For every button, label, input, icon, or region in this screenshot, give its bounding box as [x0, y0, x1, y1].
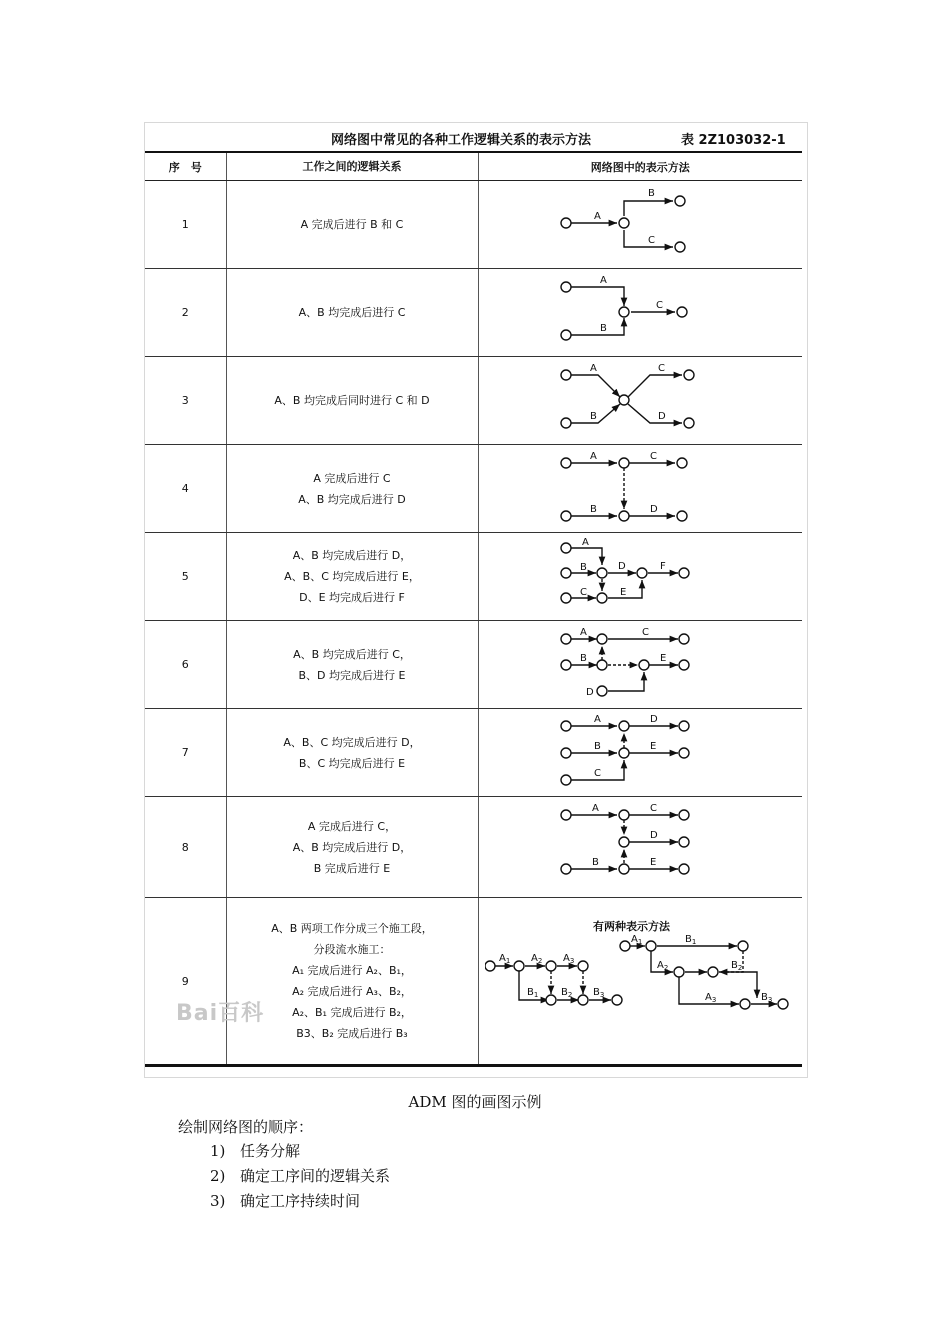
table-row [145, 797, 802, 898]
label-A3-alt: $A_3$ [705, 992, 717, 1004]
relation-line: 分段流水施工： [313, 943, 391, 956]
row-number: 1 [145, 181, 226, 269]
table-title: 网络图中常见的各种工作逻辑关系的表示方法 [331, 133, 592, 148]
label-B2-alt: $B_2$ [731, 960, 743, 972]
row-diagram [478, 709, 802, 797]
network-diagram-6 [560, 625, 720, 705]
label-B: B [648, 187, 656, 199]
list-item [210, 1165, 390, 1190]
row-number: 7 [145, 709, 226, 797]
label-A: A [600, 274, 608, 286]
row-diagram [478, 357, 802, 445]
row-number: 2 [145, 269, 226, 357]
label-B: B [592, 857, 600, 868]
table-row [145, 898, 802, 1066]
step-text: 确定工序持续时间 [240, 1192, 361, 1210]
label-A1: $A_1$ [499, 953, 511, 965]
label-A2: $A_2$ [531, 953, 543, 965]
row-number: 8 [145, 797, 226, 898]
label-E: E [650, 857, 657, 868]
relation-line: A₂ 完成后进行 A₃、B₂， [292, 985, 412, 998]
relation-line: A 完成后进行 C， [307, 819, 397, 833]
label-A: A [580, 626, 588, 638]
label-B1: $B_1$ [527, 987, 539, 999]
label-B: B [580, 652, 588, 664]
label-E: E [660, 652, 667, 664]
row-relation [226, 357, 478, 445]
relation-line: A、B 两项工作分成三个施工段， [271, 922, 433, 935]
label-C: C [580, 586, 588, 598]
row-relation [226, 181, 478, 269]
relation-line: D、E 均完成后进行 F [299, 591, 405, 604]
label-C: C [658, 362, 666, 374]
row-number: 9 [145, 898, 226, 1066]
label-C: C [642, 626, 650, 638]
label-E: E [620, 586, 627, 598]
label-C: C [594, 767, 602, 779]
label-A: A [582, 536, 590, 548]
row-diagram [478, 797, 802, 898]
table-header-row [145, 152, 802, 181]
step-number: 3) [210, 1192, 226, 1210]
network-diagram-7 [560, 713, 720, 793]
label-C: C [650, 803, 658, 814]
label-A: A [590, 450, 598, 462]
relation-line: B、C 均完成后进行 E [298, 756, 406, 770]
label-B: B [594, 740, 602, 752]
label-A3: $A_3$ [563, 953, 575, 965]
relation-line: A、B、C 均完成后进行 D， [283, 735, 421, 749]
table-row [145, 709, 802, 797]
relation-line: A、B 均完成后进行 D [298, 492, 406, 506]
network-diagram-3 [560, 361, 720, 441]
row-diagram [478, 533, 802, 621]
row-number: 5 [145, 533, 226, 621]
label-B1-alt: $B_1$ [685, 934, 697, 946]
network-diagram-table-image [144, 122, 808, 1078]
label-A: A [594, 713, 602, 725]
label-D: D [618, 560, 626, 572]
table-code: 表 2Z103032-1 [681, 133, 786, 148]
relation-line: A、B 均完成后进行 C [298, 306, 406, 319]
table-row [145, 269, 802, 357]
label-D: D [650, 830, 658, 841]
row-relation [226, 709, 478, 797]
label-F: F [660, 560, 667, 572]
relation-line: A₁ 完成后进行 A₂、B₁， [292, 964, 412, 977]
label-B: B [580, 561, 588, 573]
label-B3-alt: $B_3$ [761, 992, 773, 1004]
label-B: B [600, 322, 608, 334]
label-B2: $B_2$ [561, 987, 573, 999]
network-diagram-8 [560, 801, 720, 893]
network-diagram-4 [560, 449, 720, 529]
label-D: D [650, 503, 658, 515]
relation-line: A 完成后进行 C [313, 471, 391, 485]
step-text: 确定工序间的逻辑关系 [240, 1167, 391, 1185]
header-diagram: 网络图中的表示方法 [478, 152, 802, 181]
row-relation [226, 533, 478, 621]
baike-watermark: Bai百科 [176, 1001, 265, 1026]
label-B: B [590, 503, 598, 515]
logic-relation-table [145, 151, 802, 1067]
table-row [145, 533, 802, 621]
row-diagram [478, 898, 802, 1066]
row-diagram [478, 621, 802, 709]
network-diagram-5 [560, 537, 720, 617]
label-B: B [590, 410, 598, 422]
label-D: D [586, 686, 594, 698]
header-no: 序 号 [145, 152, 226, 181]
relation-line: A 完成后进行 B 和 C [300, 218, 404, 231]
figure-caption: ADM 图的画图示例 [408, 1093, 542, 1111]
network-diagram-9 [485, 916, 795, 1046]
step-text: 任务分解 [240, 1142, 301, 1160]
relation-line: A、B 均完成后进行 D， [292, 549, 412, 562]
label-E: E [650, 740, 657, 752]
relation-line: B、D 均完成后进行 E [298, 668, 406, 682]
relation-line: A、B、C 均完成后进行 E， [284, 570, 420, 583]
label-D: D [658, 410, 666, 422]
row-relation [226, 621, 478, 709]
steps-title: 绘制网络图的顺序： [178, 1118, 314, 1136]
label-D: D [650, 713, 658, 725]
label-A: A [592, 803, 600, 814]
table-row [145, 181, 802, 269]
row-relation [226, 898, 478, 1066]
table-row [145, 445, 802, 533]
table-row [145, 621, 802, 709]
label-C: C [650, 450, 658, 462]
label-C: C [648, 234, 656, 246]
row-relation [226, 797, 478, 898]
label-A: A [590, 362, 598, 374]
row-diagram [478, 269, 802, 357]
label-A2-alt: $A_2$ [657, 960, 669, 972]
step-number: 1) [210, 1142, 226, 1160]
row-diagram [478, 181, 802, 269]
relation-line: A、B 均完成后进行 D， [292, 840, 412, 854]
two-methods-label: 有两种表示方法 [593, 920, 671, 933]
relation-line: A₂、B₁ 完成后进行 B₂， [292, 1006, 412, 1019]
row-number: 3 [145, 357, 226, 445]
row-relation [226, 445, 478, 533]
network-diagram-2 [560, 273, 720, 353]
list-item [210, 1190, 390, 1215]
list-item [210, 1140, 390, 1165]
label-C: C [656, 299, 664, 311]
step-number: 2) [210, 1167, 226, 1185]
network-diagram-1 [560, 185, 720, 265]
relation-line: A、B 均完成后同时进行 C 和 D [274, 394, 430, 407]
header-relation: 工作之间的逻辑关系 [226, 152, 478, 181]
label-A1-alt: $A_1$ [631, 934, 643, 946]
relation-line: B 完成后进行 E [313, 861, 391, 875]
row-diagram [478, 445, 802, 533]
steps-list [210, 1140, 390, 1215]
row-number: 4 [145, 445, 226, 533]
row-number: 6 [145, 621, 226, 709]
relation-line: A、B 均完成后进行 C， [293, 647, 411, 661]
label-B3: $B_3$ [593, 987, 605, 999]
table-row [145, 357, 802, 445]
relation-line: B3、B₂ 完成后进行 B₃ [296, 1027, 408, 1040]
label-A: A [594, 210, 602, 222]
row-relation [226, 269, 478, 357]
